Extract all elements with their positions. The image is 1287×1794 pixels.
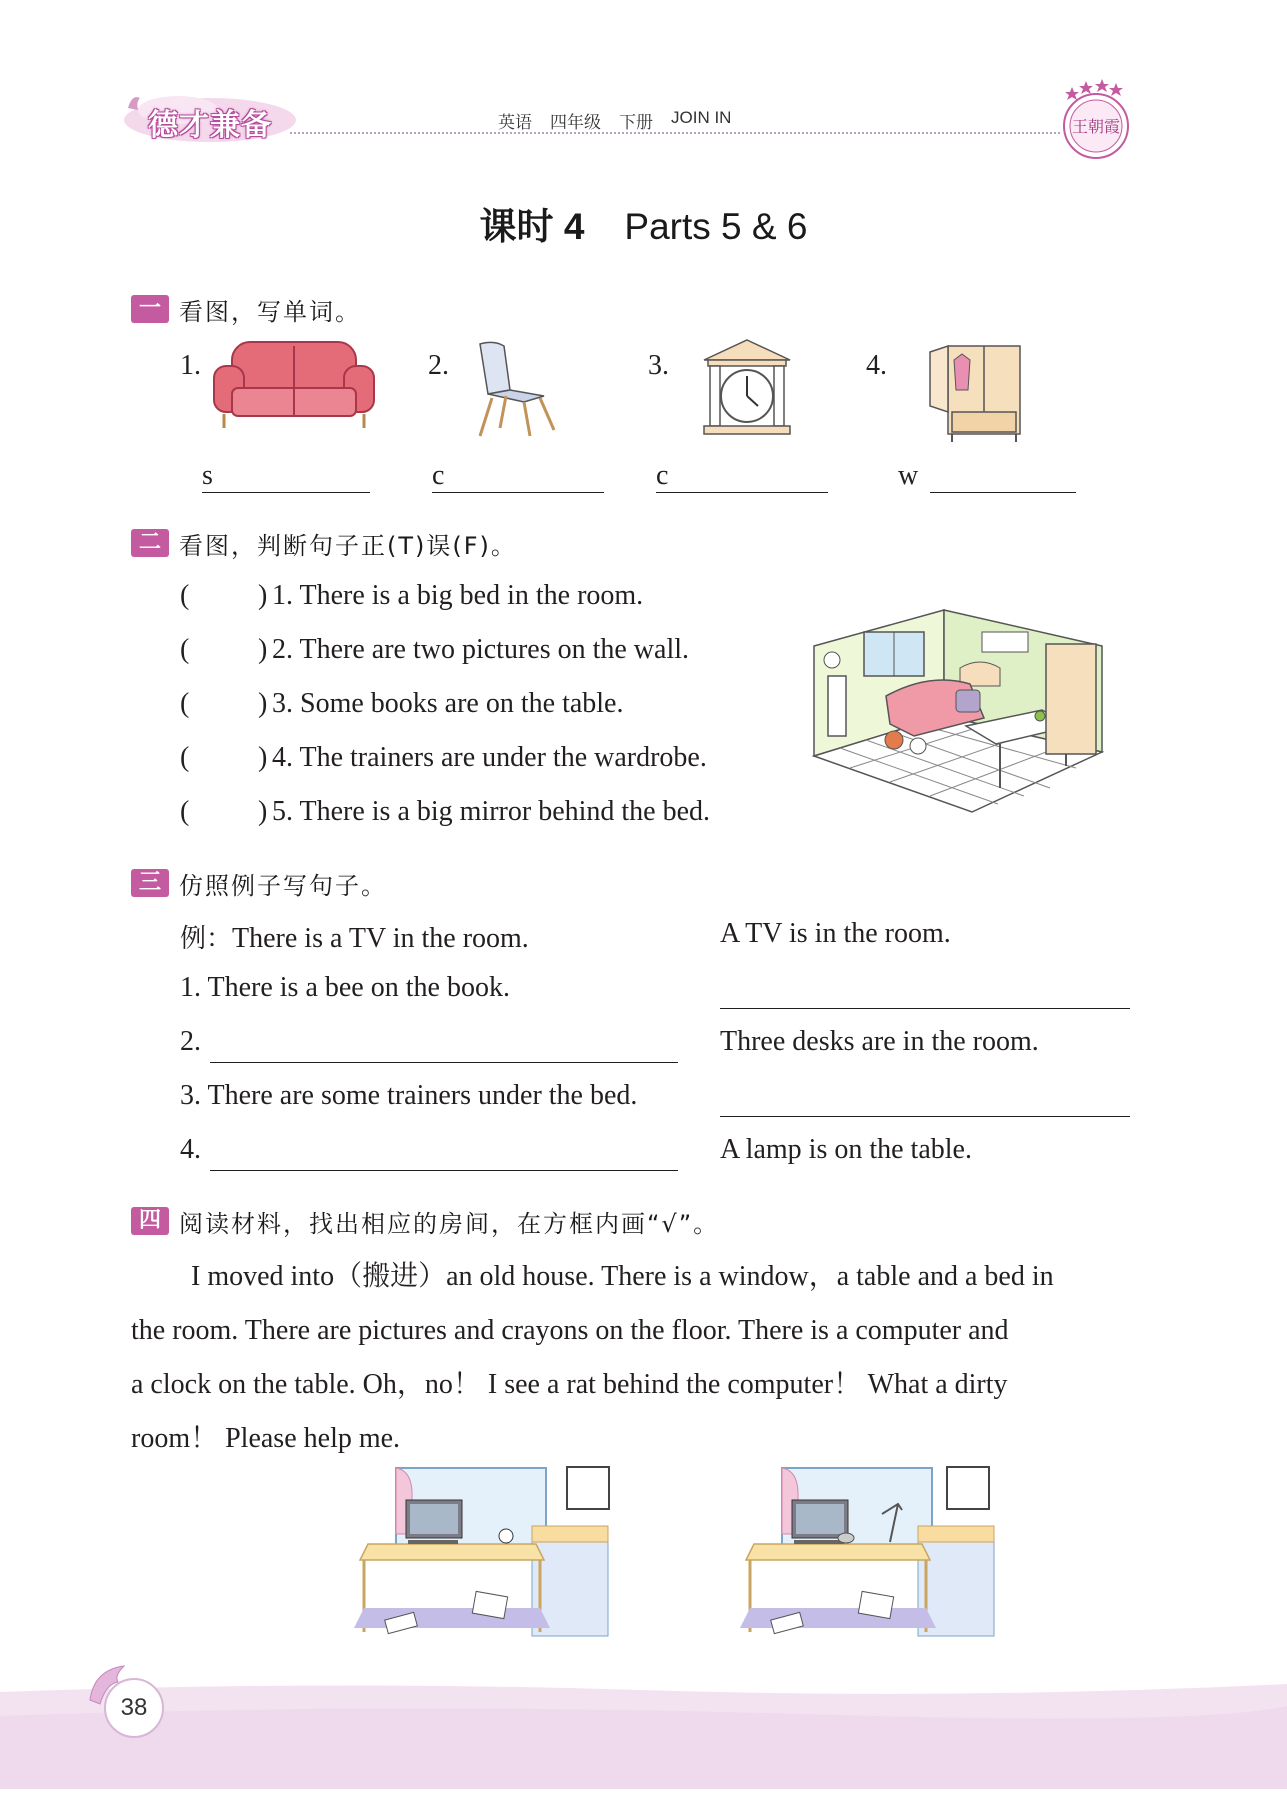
- rewrite-4-answer-line[interactable]: [210, 1170, 678, 1171]
- example-right: A TV is in the room.: [720, 918, 951, 949]
- lesson-title-en: Parts 5 & 6: [624, 206, 808, 247]
- checkbox-room-a[interactable]: [566, 1466, 610, 1510]
- passage-line-3: a clock on the table. Oh，no！ I see a rat behind the computer！ What a dirty: [131, 1369, 1008, 1400]
- tf-5-paren-open[interactable]: (: [180, 796, 190, 827]
- item-1-letter: s: [202, 460, 213, 491]
- passage-line-1: I moved into（搬进）an old house. There is a window，a table and a bed in: [191, 1261, 1054, 1292]
- section-1-title: 看图，写单词。: [179, 297, 361, 326]
- item-4-letter: w: [898, 460, 919, 491]
- grade: 四年级: [550, 113, 601, 132]
- wardrobe-icon: [928, 340, 1024, 444]
- tf-4-paren-close: ): [258, 742, 268, 773]
- seal-logo: [1056, 78, 1136, 168]
- rewrite-3-left: 3. There are some trainers under the bed.: [180, 1080, 638, 1111]
- tf-2-paren-close: ): [258, 634, 268, 665]
- header-meta: [498, 108, 731, 133]
- chair-icon: [470, 340, 560, 440]
- brand-title: 德才兼备: [148, 108, 272, 143]
- bedroom-illustration: [810, 606, 1106, 818]
- section-4-number: 四: [131, 1207, 169, 1235]
- section-1-number: 一: [131, 295, 169, 323]
- tf-4-paren-open[interactable]: (: [180, 742, 190, 773]
- subject: 英语: [498, 113, 532, 132]
- reading-passage: [131, 1250, 1129, 1466]
- item-4-number: 4.: [866, 350, 887, 381]
- section-3-title: 仿照例子写句子。: [179, 871, 387, 900]
- section-1-header: [131, 294, 361, 324]
- example-left: There is a TV in the room.: [232, 923, 529, 954]
- rewrite-2-right: Three desks are in the room.: [720, 1026, 1039, 1057]
- checkbox-room-b[interactable]: [946, 1466, 990, 1510]
- section-4-title: 阅读材料，找出相应的房间，在方框内画“√”。: [179, 1209, 720, 1238]
- tf-1-paren-open[interactable]: (: [180, 580, 190, 611]
- tf-5-statement: 5. There is a big mirror behind the bed.: [272, 796, 711, 827]
- item-3-letter: c: [656, 460, 669, 491]
- seal-text: 王朝霞: [1071, 117, 1120, 136]
- tf-3-statement: 3. Some books are on the table.: [272, 688, 624, 719]
- passage-line-4: room！ Please help me.: [131, 1423, 401, 1454]
- rewrite-1-left: 1. There is a bee on the book.: [180, 972, 510, 1003]
- item-1-answer-line[interactable]: [202, 492, 370, 493]
- tf-5-paren-close: ): [258, 796, 268, 827]
- item-4-answer-line[interactable]: [930, 492, 1076, 493]
- item-2-letter: c: [432, 460, 445, 491]
- lesson-title-cn: 课时 4: [479, 206, 585, 247]
- rewrite-4-number: 4.: [180, 1134, 201, 1165]
- example-label: 例：: [180, 924, 233, 954]
- item-2-number: 2.: [428, 350, 449, 381]
- passage-line-2: the room. There are pictures and crayons on the floor. There is a computer and: [131, 1315, 1009, 1346]
- footer-background: [0, 1680, 1287, 1789]
- rewrite-3-answer-line[interactable]: [720, 1116, 1130, 1117]
- tf-1-statement: 1. There is a big bed in the room.: [272, 580, 644, 611]
- rewrite-4-right: A lamp is on the table.: [720, 1134, 972, 1165]
- rewrite-2-answer-line[interactable]: [210, 1062, 678, 1063]
- clock-icon: [700, 338, 794, 438]
- item-1-number: 1.: [180, 350, 201, 381]
- sofa-icon: [210, 336, 378, 436]
- item-3-number: 3.: [648, 350, 669, 381]
- brand-logo: [118, 88, 296, 146]
- rewrite-2-number: 2.: [180, 1026, 201, 1057]
- lesson-title: [0, 196, 1287, 250]
- tf-4-statement: 4. The trainers are under the wardrobe.: [272, 742, 707, 773]
- item-2-answer-line[interactable]: [432, 492, 604, 493]
- section-2-header: [131, 528, 517, 558]
- section-2-title: 看图，判断句子正(T)误(F)。: [179, 531, 517, 560]
- page-number: 38: [104, 1678, 164, 1738]
- tf-2-paren-open[interactable]: (: [180, 634, 190, 665]
- tf-3-paren-open[interactable]: (: [180, 688, 190, 719]
- section-3-header: [131, 868, 387, 898]
- section-2-number: 二: [131, 529, 169, 557]
- tf-2-statement: 2. There are two pictures on the wall.: [272, 634, 690, 665]
- example-row: [180, 918, 529, 955]
- item-3-answer-line[interactable]: [656, 492, 828, 493]
- rewrite-1-answer-line[interactable]: [720, 1008, 1130, 1009]
- section-4-header: [131, 1206, 719, 1236]
- section-3-number: 三: [131, 869, 169, 897]
- tf-3-paren-close: ): [258, 688, 268, 719]
- edition: JOIN IN: [671, 108, 732, 127]
- volume: 下册: [619, 113, 653, 132]
- tf-1-paren-close: ): [258, 580, 268, 611]
